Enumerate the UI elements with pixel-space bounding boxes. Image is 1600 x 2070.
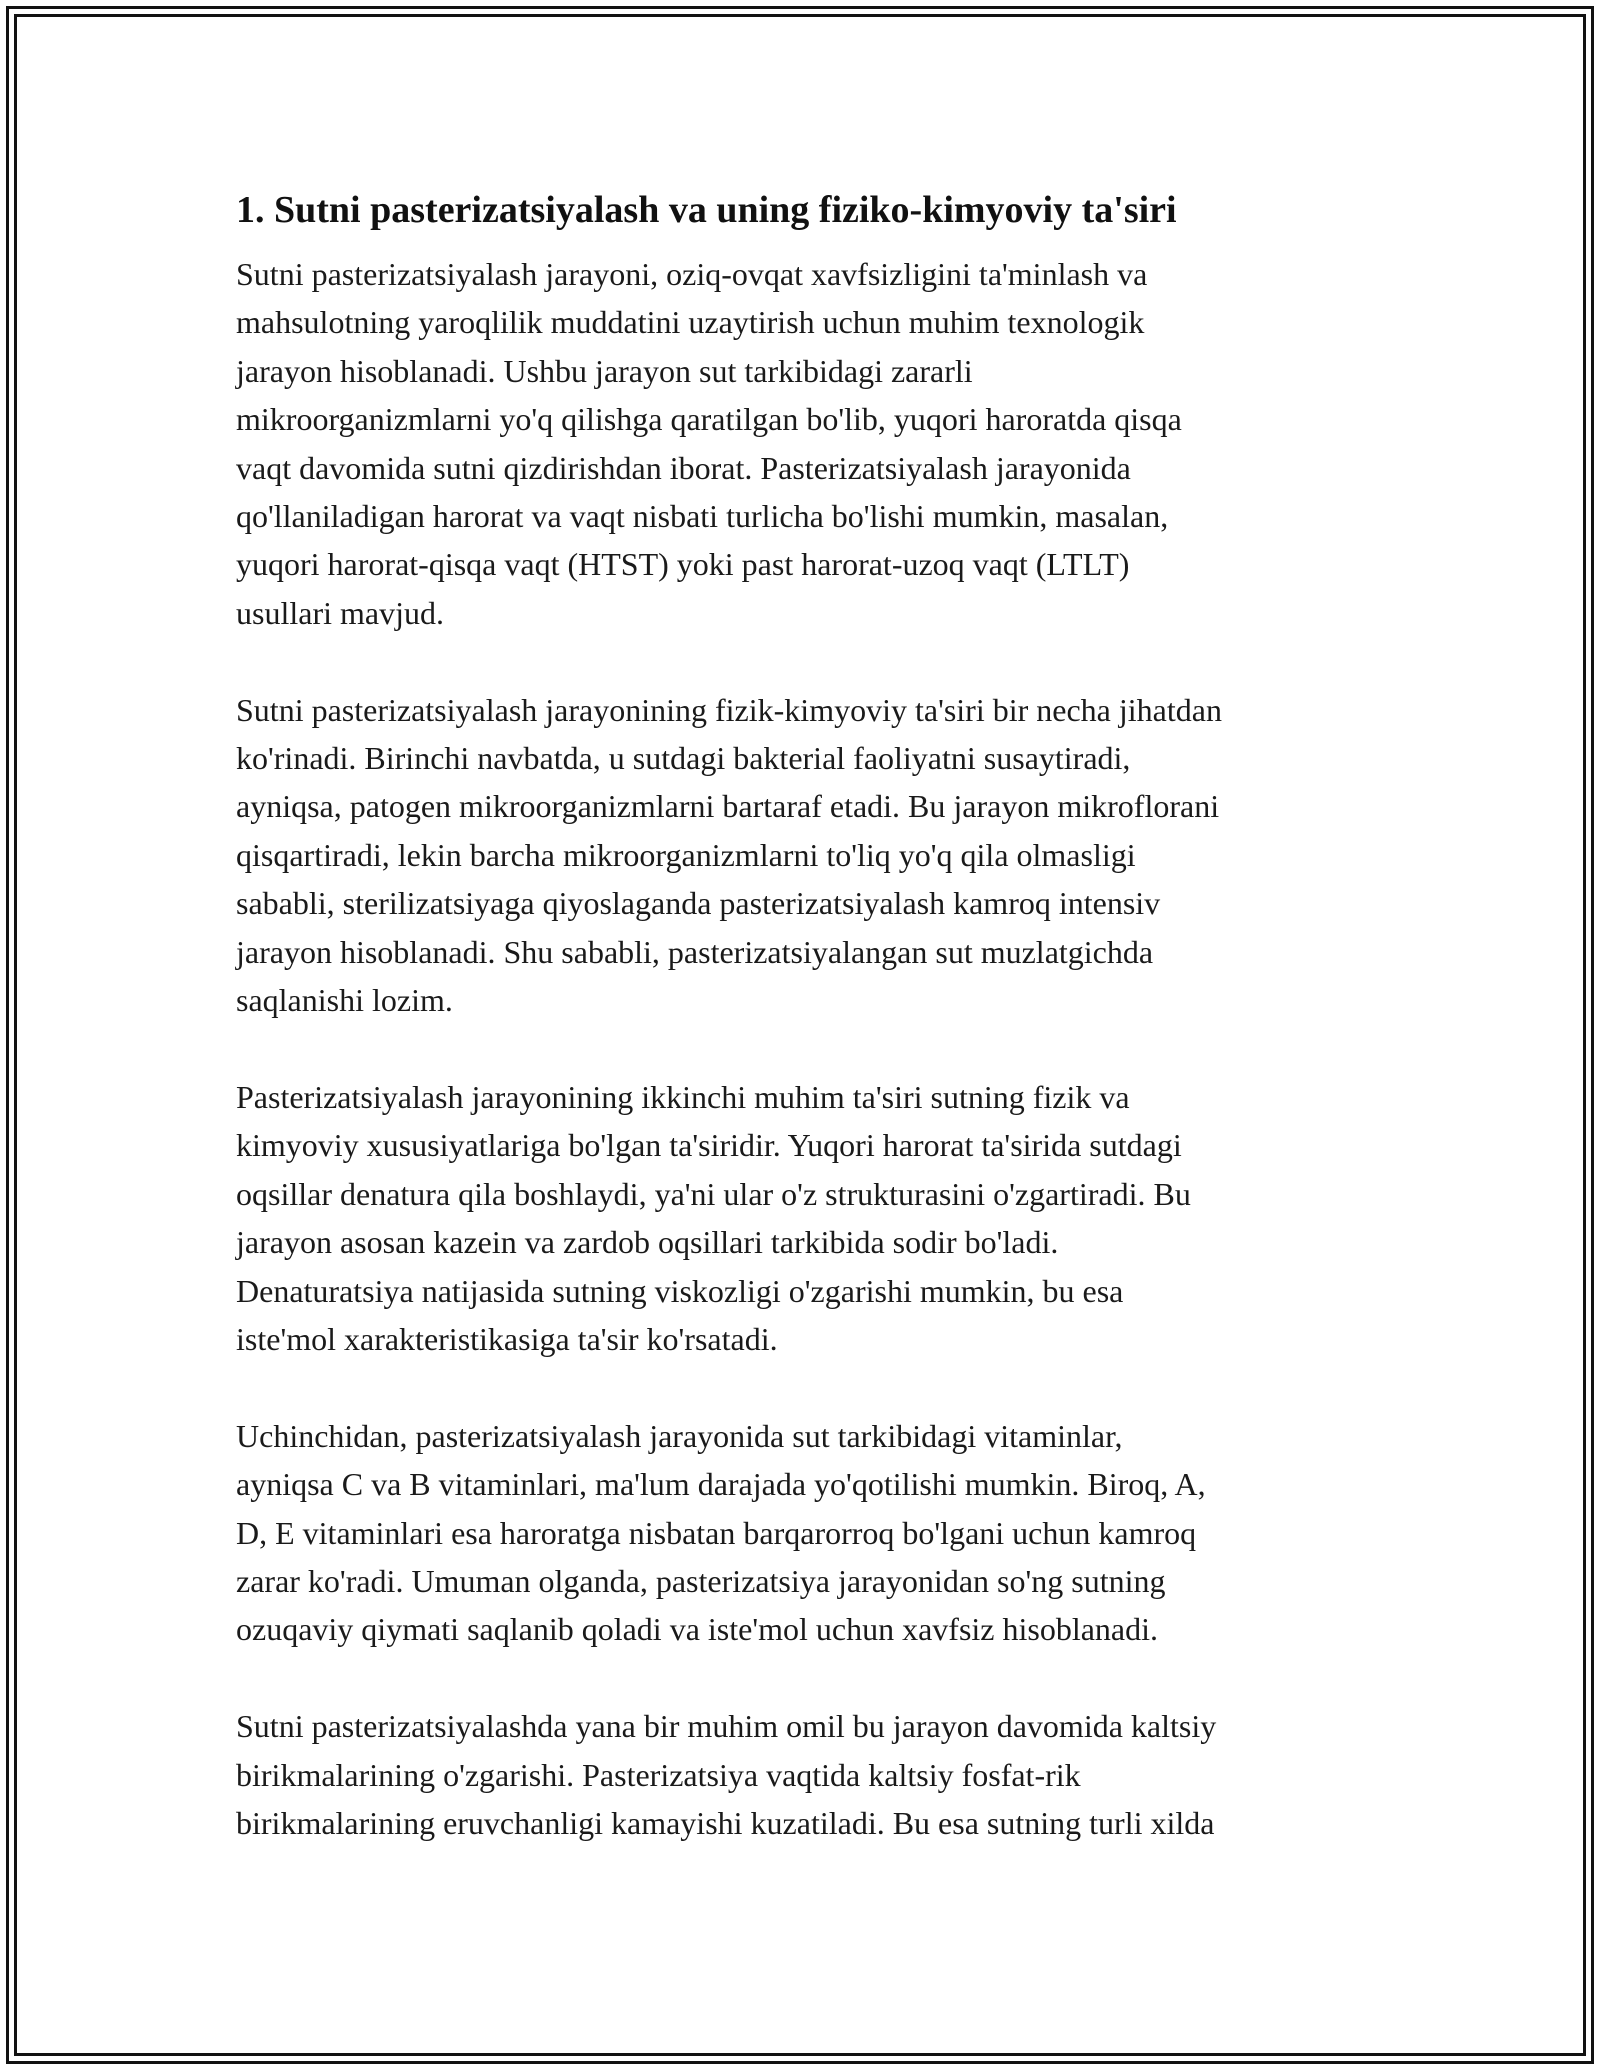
paragraph-line: saqlanishi lozim. [236, 982, 453, 1019]
paragraph-line: D, E vitaminlari esa haroratga nisbatan barqarorroq bo'lgani uchun kamroq [236, 1514, 1197, 1551]
paragraph-line: Sutni pasterizatsiyalashda yana bir muhim omil bu jarayon davomida kaltsiy [236, 1708, 1217, 1745]
paragraphs-container [236, 250, 1386, 1847]
paragraph-line: Denaturatsiya natijasida sutning viskozligi o'zgarishi mumkin, bu esa [236, 1272, 1124, 1309]
paragraph-line: ozuqaviy qiymati saqlanib qoladi va iste'mol uchun xavfsiz hisoblanadi. [236, 1611, 1159, 1648]
paragraph-line: iste'mol xarakteristikasiga ta'sir ko'rsatadi. [236, 1320, 778, 1357]
paragraph-line: zarar ko'radi. Umuman olganda, pasterizatsiya jarayonidan so'ng sutning [236, 1562, 1166, 1599]
paragraph-line: oqsillar denatura qila boshlaydi, ya'ni ular o'z strukturasini o'zgartiradi. Bu [236, 1175, 1191, 1212]
paragraph [236, 1702, 1386, 1847]
paragraph-line: jarayon asosan kazein va zardob oqsillari tarkibida sodir bo'ladi. [236, 1224, 1059, 1261]
paragraph-line: birikmalarining eruvchanligi kamayishi kuzatiladi. Bu esa sutning turli xilda [236, 1804, 1215, 1841]
paragraph-line: mahsulotning yaroqlilik muddatini uzaytirish uchun muhim texnologik [236, 304, 1145, 341]
paragraph-line: jarayon hisoblanadi. Ushbu jarayon sut tarkibidagi zararli [236, 352, 973, 389]
paragraph-line: ayniqsa, patogen mikroorganizmlarni bartaraf etadi. Bu jarayon mikroflorani [236, 788, 1220, 825]
paragraph [236, 250, 1386, 637]
document-body [236, 186, 1386, 1896]
paragraph-line: Sutni pasterizatsiyalash jarayoni, oziq-ovqat xavfsizligini ta'minlash va [236, 256, 1148, 292]
paragraph-line: qo'llaniladigan harorat va vaqt nisbati turlicha bo'lishi mumkin, masalan, [236, 498, 1169, 535]
paragraph [236, 1412, 1386, 1654]
paragraph-line: sababli, sterilizatsiyaga qiyoslaganda pasterizatsiyalash kamroq intensiv [236, 885, 1161, 922]
paragraph-line: Pasterizatsiyalash jarayonining ikkinchi muhim ta'siri sutning fizik va [236, 1078, 1130, 1115]
paragraph-line: ko'rinadi. Birinchi navbatda, u sutdagi bakterial faoliyatni susaytiradi, [236, 740, 1131, 777]
section-heading: 1. Sutni pasterizatsiyalash va uning fiziko-kimyoviy ta'siri [236, 189, 1177, 231]
paragraph-line: qisqartiradi, lekin barcha mikroorganizmlarni to'liq yo'q qila olmasligi [236, 836, 1136, 873]
paragraph-line: usullari mavjud. [236, 594, 444, 631]
paragraph-line: jarayon hisoblanadi. Shu sababli, pasterizatsiyalangan sut muzlatgichda [236, 933, 1154, 970]
paragraph [236, 1073, 1386, 1363]
paragraph [236, 686, 1386, 1025]
paragraph-line: yuqori harorat-qisqa vaqt (HTST) yoki past harorat-uzoq vaqt (LTLT) [236, 546, 1130, 583]
paragraph-line: Sutni pasterizatsiyalash jarayonining fizik-kimyoviy ta'siri bir necha jihatdan [236, 691, 1222, 728]
paragraph-line: birikmalarining o'zgarishi. Pasterizatsiya vaqtida kaltsiy fosfat-rik [236, 1756, 1081, 1793]
paragraph-line: mikroorganizmlarni yo'q qilishga qaratilgan bo'lib, yuqori haroratda qisqa [236, 401, 1182, 438]
paragraph-line: kimyoviy xususiyatlariga bo'lgan ta'siridir. Yuqori harorat ta'sirida sutdagi [236, 1127, 1182, 1164]
paragraph-line: Uchinchidan, pasterizatsiyalash jarayonida sut tarkibidagi vitaminlar, [236, 1417, 1123, 1454]
paragraph-line: ayniqsa C va B vitaminlari, ma'lum darajada yo'qotilishi mumkin. Biroq, A, [236, 1466, 1206, 1503]
paragraph-line: vaqt davomida sutni qizdirishdan iborat. Pasterizatsiyalash jarayonida [236, 449, 1131, 486]
